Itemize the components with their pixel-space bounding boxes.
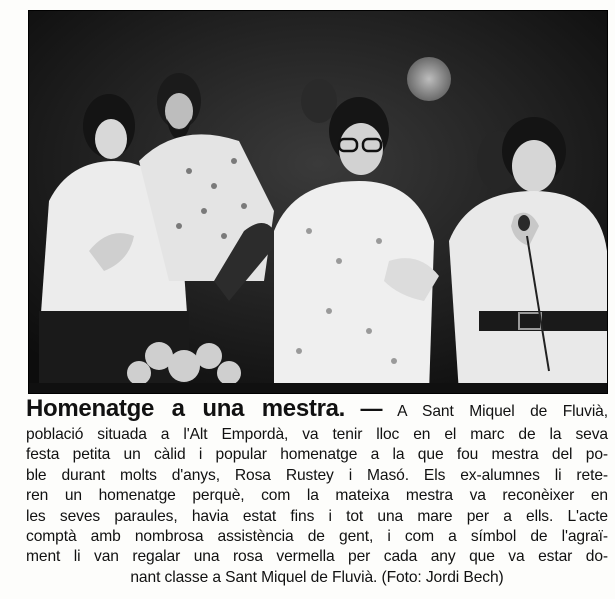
lamp-shape <box>407 57 451 101</box>
photo-illustration <box>29 11 607 393</box>
caption-headline: Homenatge a una mestra. <box>26 395 346 422</box>
caption-line-7: comptà amb nombrosa assistència de gent, i com a símbol de l'agraï- <box>26 528 608 546</box>
caption-line-6: les seves paraules, havia estat fins i tot una mare per a ells. L'acte <box>26 507 608 525</box>
caption-line-2: població situada a l'Alt Empordà, va tenir lloc en el marc de la seva <box>26 426 608 443</box>
caption-text-0: A Sant Miquel de Fluvià, <box>397 403 608 420</box>
caption-line-4: ble durant molts d'anys, Rosa Rustey i Masó. Els ex-alumnes li rete- <box>26 466 608 484</box>
news-photo <box>28 10 608 394</box>
caption-line-3: festa petita un càlid i popular homenatge a la que fou mestra del po- <box>26 446 608 464</box>
photo-caption <box>26 396 608 588</box>
caption-line-8: ment li van regalar una rosa vermella per cada any que va estar do- <box>26 548 608 566</box>
caption-line-1 <box>26 396 608 425</box>
caption-line-9: nant classe a Sant Miquel de Fluvià. (Foto: Jordi Bech) <box>130 568 504 586</box>
caption-line-5: ren un homenatge perquè, com la mateixa mestra va reconèixer en <box>26 487 608 505</box>
caption-dash: — <box>360 396 383 421</box>
